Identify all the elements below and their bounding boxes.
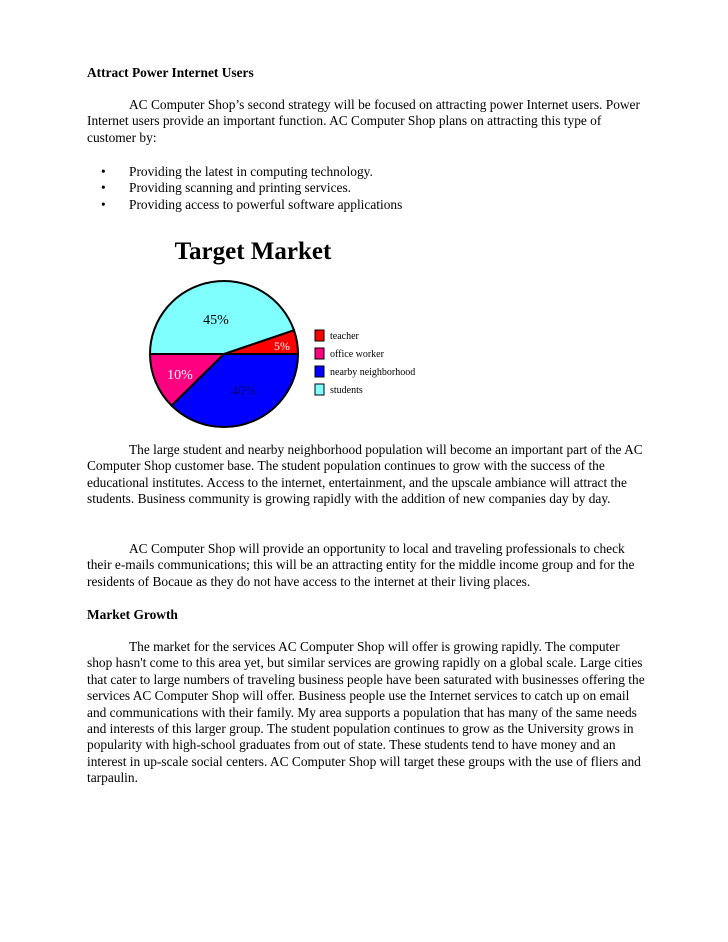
bullet-text: Providing scanning and printing services. [129, 180, 352, 196]
legend-label-office-worker: office worker [330, 349, 384, 360]
legend-swatch-office-worker [315, 348, 324, 359]
paragraph-market-growth: The market for the services AC Computer Shop will offer is growing rapidly. The computer shop hasn't come to this area yet, but similar services are growing rapidly on a global scale. Large cities that cater to large numbers of traveling business people have been saturated with businesses offering the services AC Computer Shop will offer. Business people use the Internet services to catch up on email and communications with their family. My area supports a population that has many of the same needs and interests of this larger group. The student population continues to grow as the University grows in popularity with high-school graduates from out of state. These students tend to have money and an interest in up-scale social centers. AC Computer Shop will target these groups with the use of fliers and tarpaulin. [87, 639, 645, 786]
bullet-list [87, 164, 627, 213]
bullet-glyph: • [101, 164, 106, 179]
bullet-item [87, 164, 627, 180]
paragraph-professionals: AC Computer Shop will provide an opportunity to local and traveling professionals to check their e-mails communications; this will be an attracting entity for the middle income group and for the residents of Bocaue as they do not have access to the internet at their living places. [87, 541, 635, 589]
legend-label-nearby-neighborhood: nearby neighborhood [330, 367, 416, 378]
section-heading-power-users: Attract Power Internet Users [87, 65, 254, 80]
bullet-text: Providing access to powerful software applications [129, 196, 403, 212]
legend-swatch-nearby-neighborhood [315, 366, 324, 377]
paragraph-students: The large student and nearby neighborhood population will become an important part of the AC Computer Shop customer base. The student population continues to grow with the success of the educational institutes. Access to the internet, entertainment, and the upscale ambiance will attract the students. Business community is growing rapidly with the addition of new companies day by day. [87, 442, 643, 507]
chart-legend [315, 330, 415, 396]
target-market-chart [140, 228, 460, 438]
pie-label-office-worker: 10% [167, 368, 193, 383]
chart-title: Target Market [174, 238, 332, 265]
bullet-text: Providing the latest in computing technology. [129, 164, 373, 179]
bullet-item [87, 180, 627, 196]
legend-swatch-students [315, 384, 324, 395]
bullet-glyph: • [101, 196, 106, 212]
bullet-glyph: • [101, 180, 106, 196]
legend-label-teacher: teacher [330, 331, 359, 342]
legend-swatch-teacher [315, 330, 324, 341]
paragraph-power-users-intro: AC Computer Shop’s second strategy will be focused on attracting power Internet users. Power Internet users provide an important function. AC Computer Shop plans on attracting this type of customer by: [87, 97, 640, 145]
pie-label-teacher: 5% [274, 339, 290, 353]
pie-label-nearby-neighborhood: 40% [231, 384, 257, 399]
pie-label-students: 45% [203, 313, 229, 328]
section-heading-market-growth: Market Growth [87, 607, 178, 622]
legend-label-students: students [330, 385, 363, 396]
pie [150, 281, 298, 427]
bullet-item [87, 197, 627, 213]
